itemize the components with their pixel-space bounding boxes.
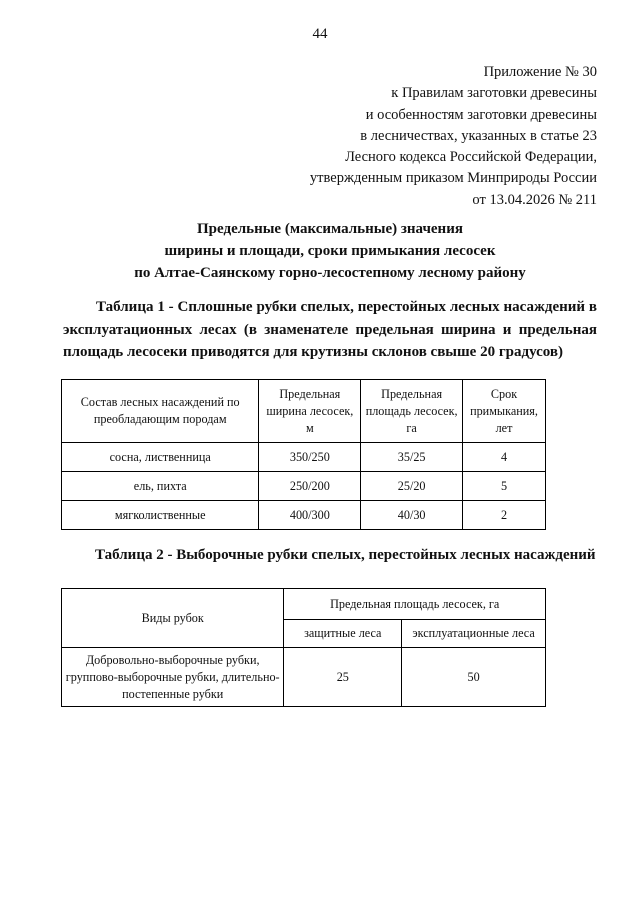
header-felling-type: Виды рубок bbox=[62, 589, 284, 648]
subheader-protective: защитные леса bbox=[284, 620, 402, 648]
cell-area: 40/30 bbox=[361, 501, 463, 530]
table1-header-row bbox=[62, 380, 546, 443]
table1-caption: Таблица 1 - Сплошные рубки спелых, перестойных лесных насаждений в эксплуатационных лесах (в знаменателе предельная ширина и предельная площадь лесосеки приводятся для крутизны склонов свыше 20 градусов) bbox=[63, 299, 597, 360]
cell-protective: 25 bbox=[284, 648, 402, 707]
cell-adjacency: 5 bbox=[463, 472, 546, 501]
cell-adjacency: 2 bbox=[463, 501, 546, 530]
cell-composition: мягколиственные bbox=[62, 501, 259, 530]
table-row bbox=[62, 472, 546, 501]
title-line: по Алтае-Саянскому горно-лесостепному лесному району bbox=[134, 265, 526, 281]
appendix-header bbox=[310, 62, 597, 211]
table-row bbox=[62, 443, 546, 472]
header-adjacency: Срок примыкания, лет bbox=[463, 380, 546, 443]
table2-caption: Таблица 2 - Выборочные рубки спелых, перестойных лесных насаждений bbox=[95, 547, 596, 563]
cell-operational: 50 bbox=[402, 648, 546, 707]
appendix-line: и особенностям заготовки древесины bbox=[365, 106, 597, 123]
document-title bbox=[0, 218, 640, 284]
appendix-line: от 13.04.2026 № 211 bbox=[472, 191, 597, 208]
cell-width: 250/200 bbox=[259, 472, 361, 501]
appendix-line: Лесного кодекса Российской Федерации, bbox=[345, 149, 597, 166]
cell-composition: ель, пихта bbox=[62, 472, 259, 501]
table-row bbox=[62, 648, 546, 707]
subheader-operational: эксплуатационные леса bbox=[402, 620, 546, 648]
table1 bbox=[61, 379, 546, 530]
appendix-line: утвержденным приказом Минприроды России bbox=[309, 170, 597, 187]
cell-felling-type: Добровольно-выборочные рубки, группово-выборочные рубки, длительно-постепенные рубки bbox=[62, 648, 284, 707]
table2 bbox=[61, 588, 546, 707]
title-line: Предельные (максимальные) значения bbox=[197, 221, 463, 237]
header-composition: Состав лесных насаждений по преобладающим породам bbox=[62, 380, 259, 443]
cell-composition: сосна, лиственница bbox=[62, 443, 259, 472]
page-number: 44 bbox=[312, 26, 328, 42]
appendix-line: в лесничествах, указанных в статье 23 bbox=[360, 127, 597, 144]
title-line: ширины и площади, сроки примыкания лесосек bbox=[164, 243, 496, 259]
cell-area: 35/25 bbox=[361, 443, 463, 472]
table2-header-row bbox=[62, 589, 546, 620]
appendix-line: к Правилам заготовки древесины bbox=[391, 85, 597, 102]
header-max-area: Предельная площадь лесосек, га bbox=[284, 589, 546, 620]
table-row bbox=[62, 501, 546, 530]
cell-width: 400/300 bbox=[259, 501, 361, 530]
cell-area: 25/20 bbox=[361, 472, 463, 501]
appendix-line: Приложение № 30 bbox=[483, 64, 597, 80]
cell-width: 350/250 bbox=[259, 443, 361, 472]
header-width: Предельная ширина лесосек, м bbox=[259, 380, 361, 443]
cell-adjacency: 4 bbox=[463, 443, 546, 472]
header-area: Предельная площадь лесосек, га bbox=[361, 380, 463, 443]
